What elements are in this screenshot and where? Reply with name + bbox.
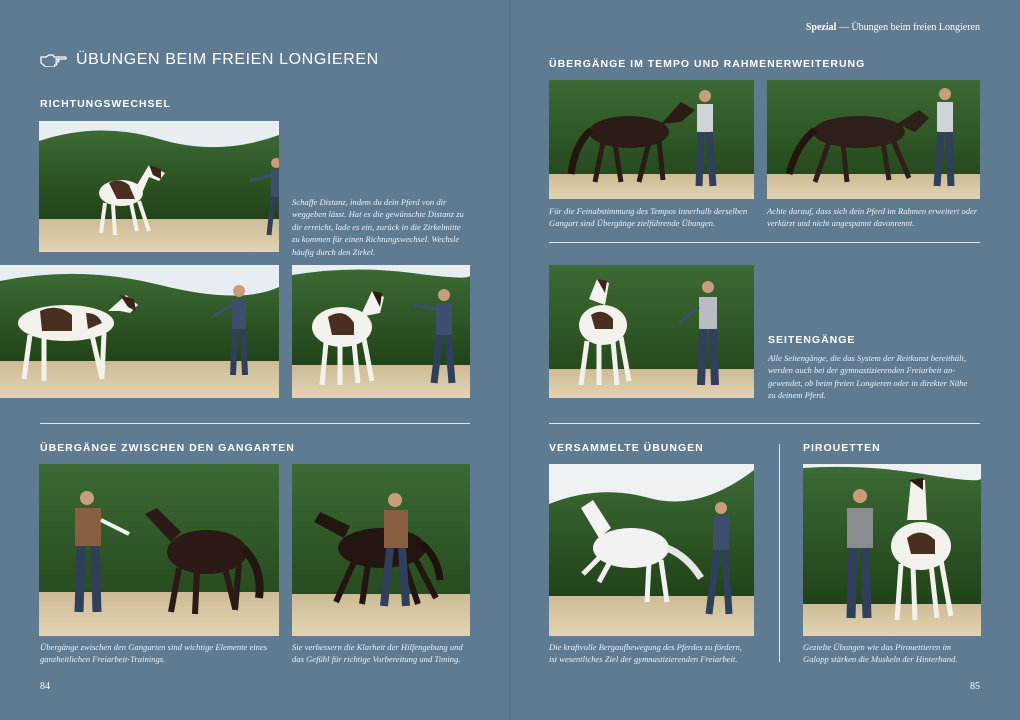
caption-line: Übergänge zwischen den Gangarten sind wichtige Elemente eines: [40, 642, 268, 652]
section-rule: [40, 423, 470, 424]
caption-tempo-2: [767, 205, 987, 229]
photo-seitengaenge: [549, 265, 754, 398]
photo-versammelt: [549, 464, 754, 636]
caption-gangarten-1: [40, 641, 280, 665]
text-richtungswechsel: [292, 196, 477, 258]
text-seitengaenge: [768, 352, 983, 402]
page-number-left: 84: [40, 681, 50, 692]
text-line: gewendet, ob beim freien Longieren oder in direkter Nähe: [768, 377, 968, 388]
running-header: Spezial — Übungen beim freien Longieren: [805, 22, 980, 33]
caption-line: Für die Feinabstimmung des Tempos innerhalb derselben: [549, 206, 748, 216]
text-line: dir erreicht, lade es ein, zurück in die Zirkelmitte: [292, 221, 461, 232]
pointing-hand-icon: [40, 53, 68, 67]
heading-tempo-rahmen: ÜBERGÄNGE IM TEMPO UND RAHMENERWEITERUNG: [549, 58, 866, 70]
section-rule: [549, 423, 980, 424]
caption-line: Die kraftvolle Bergaufbewegung des Pferdes zu fördern,: [549, 642, 743, 652]
heading-versammelte-uebungen: VERSAMMELTE ÜBUNGEN: [549, 442, 704, 454]
caption-line: ganzheitlichen Freiarbeit-Trainings.: [40, 654, 166, 664]
photo-gangarten-1: [39, 464, 279, 636]
caption-line: Gezielte Übungen wie das Pirouettieren im: [803, 642, 952, 652]
text-line: zu kommen für einen Richtungswechsel. Wechsle: [292, 234, 460, 245]
caption-line: das Gefühl für richtige Vorbereitung und Timing.: [292, 654, 461, 664]
text-line: weggeben lässt. Hat es die gewünschte Distanz zu: [292, 209, 464, 220]
caption-line: Gangart sind Übergänge zielführende Übungen.: [549, 218, 716, 228]
caption-line: Galopp stärken die Muskeln der Hinterhand.: [803, 654, 958, 664]
heading-pirouetten: PIROUETTEN: [803, 442, 881, 454]
text-line: Schaffe Distanz, indem du dein Pferd von dir: [292, 197, 447, 207]
column-rule: [779, 444, 780, 662]
heading-seitengaenge: SEITENGÄNGE: [768, 334, 856, 346]
text-line: werden auch bei der gymnastizierenden Freiarbeit an-: [768, 365, 956, 376]
caption-pirouetten: [803, 641, 993, 665]
photo-tempo-2: [767, 80, 980, 199]
text-line: häufig durch den Zirkel.: [292, 246, 376, 257]
caption-line: Sie verbessern die Klarheit der Hilfengebung und: [292, 642, 463, 652]
caption-versammelt: [549, 641, 764, 665]
photo-richtungswechsel-3: [292, 265, 470, 398]
photo-tempo-1: [549, 80, 754, 199]
page-gutter: [509, 0, 511, 720]
photo-richtungswechsel-2: [0, 265, 279, 398]
caption-gangarten-2: [292, 641, 477, 665]
caption-tempo-1: [549, 205, 759, 229]
photo-gangarten-2: [292, 464, 470, 636]
caption-line: Achte darauf, dass sich dein Pferd im Rahmen erweitert oder: [767, 206, 978, 216]
page-title: ÜBUNGEN BEIM FREIEN LONGIEREN: [40, 51, 379, 69]
text-line: Alle Seitengänge, die das System der Reitkunst bereithält,: [768, 353, 967, 363]
photo-richtungswechsel-1: [39, 121, 279, 252]
caption-line: ist wesentliches Ziel der gymnastizierenden Freiarbeit.: [549, 654, 738, 664]
heading-uebergaenge-gangarten: ÜBERGÄNGE ZWISCHEN DEN GANGARTEN: [40, 442, 295, 454]
heading-richtungswechsel: RICHTUNGSWECHSEL: [40, 98, 171, 110]
caption-line: verkürzt und nicht angespannt davonrennt.: [767, 218, 915, 228]
page-number-right: 85: [970, 681, 980, 692]
photo-pirouetten: [803, 464, 981, 636]
text-line: zu deinem Pferd.: [768, 390, 826, 401]
section-rule: [549, 242, 980, 243]
